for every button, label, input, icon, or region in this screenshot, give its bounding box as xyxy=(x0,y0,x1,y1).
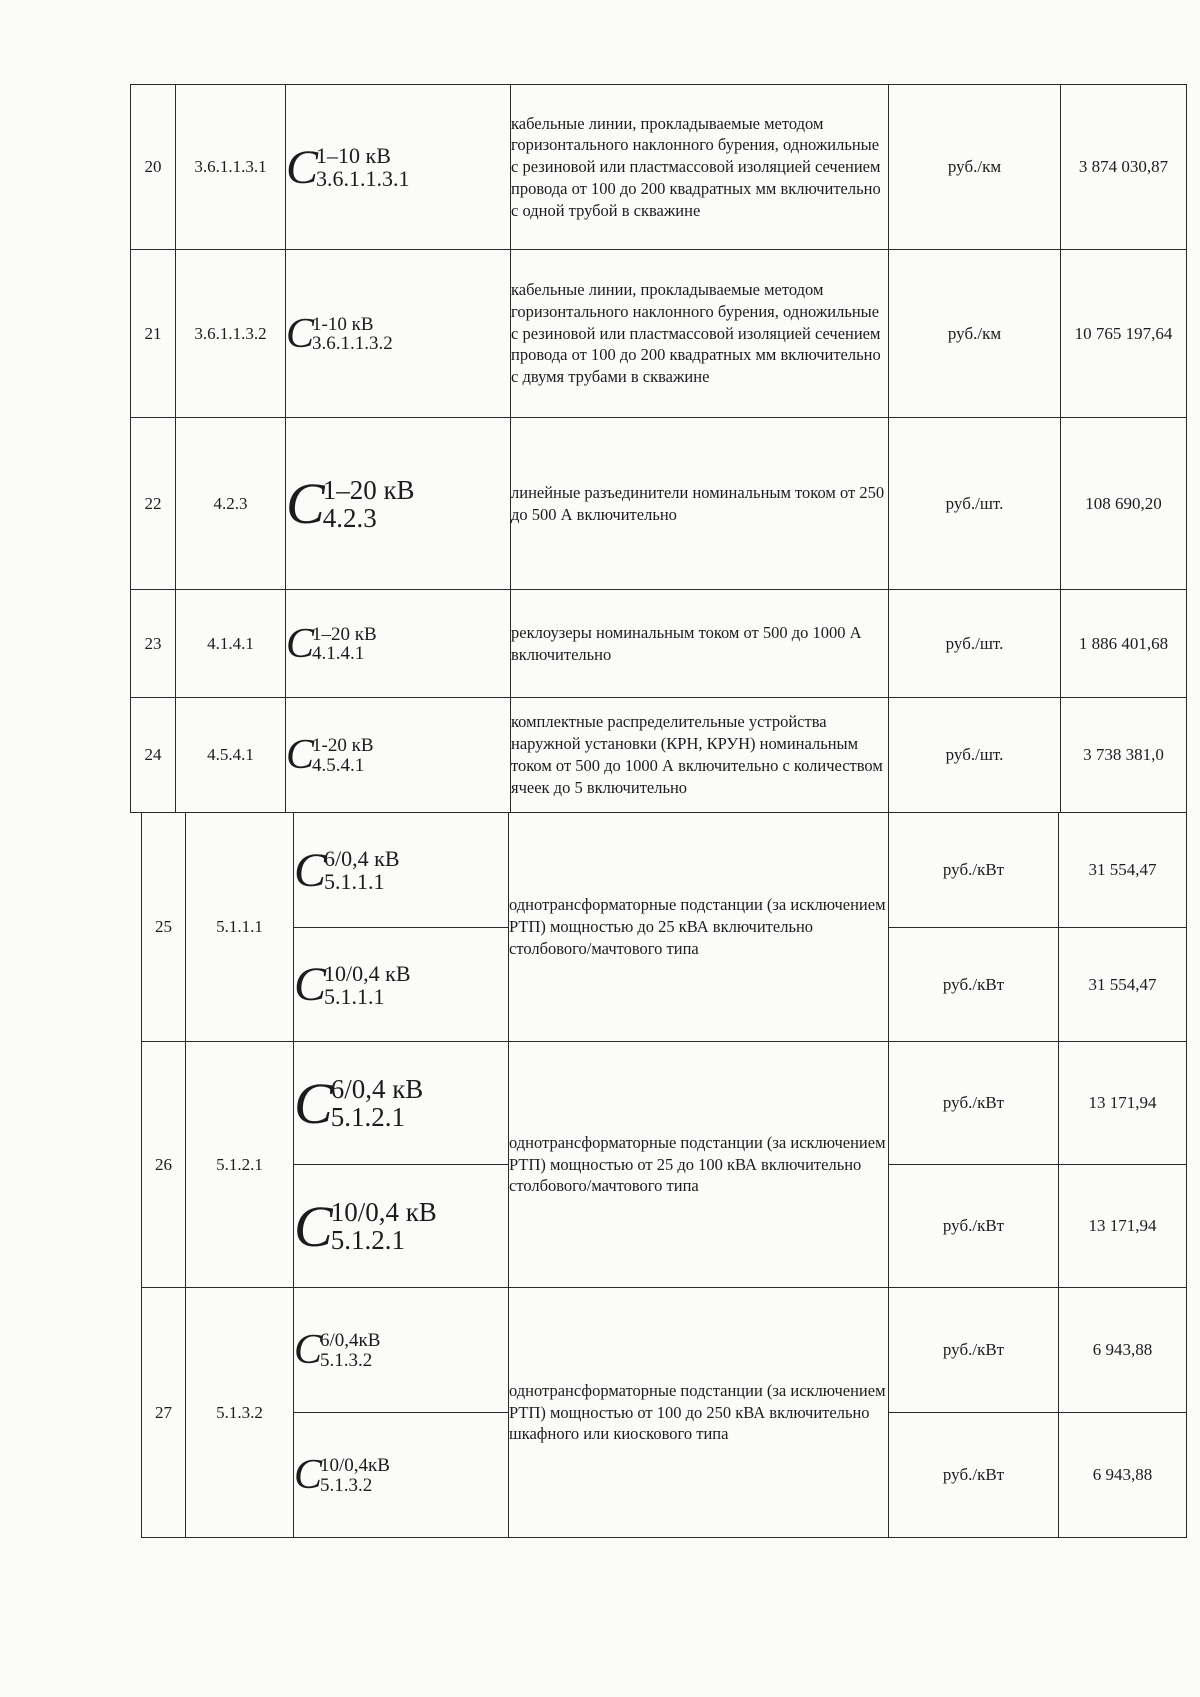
row-description: реклоузеры номинальным током от 500 до 1000 А включительно xyxy=(511,590,889,698)
table-row xyxy=(131,85,1187,250)
table-row xyxy=(131,590,1187,698)
symbol-index: 5.1.2.1 xyxy=(330,1225,405,1256)
row-code: 4.5.4.1 xyxy=(176,698,286,813)
row-number: 22 xyxy=(131,418,176,590)
symbol-index: 4.2.3 xyxy=(322,502,377,533)
row-unit: руб./кВт xyxy=(889,1413,1059,1538)
row-unit: руб./шт. xyxy=(889,698,1061,813)
symbol-voltage: 1-10 кВ xyxy=(312,313,374,335)
tariff-table-b xyxy=(141,812,1187,1538)
table-section-b xyxy=(141,812,1186,1538)
row-code: 4.1.4.1 xyxy=(176,590,286,698)
row-number: 25 xyxy=(142,813,186,1042)
symbol-index: 4.1.4.1 xyxy=(312,643,365,665)
table-row xyxy=(142,1042,1187,1165)
rate-symbol: C 6/0,4кВ 5.1.3.2 xyxy=(294,1288,509,1413)
row-unit: руб./шт. xyxy=(889,590,1061,698)
row-unit: руб./кВт xyxy=(889,1288,1059,1413)
rate-symbol: C 10/0,4 кВ 5.1.2.1 xyxy=(294,1165,509,1288)
row-unit: руб./кВт xyxy=(889,928,1059,1042)
table-row xyxy=(131,698,1187,813)
row-description: комплектные распределительные устройства наружной установки (КРН, КРУН) номинальным током от 500 до 1000 А включительно с количеством ячеек до 5 включительно xyxy=(511,698,889,813)
row-value: 3 738 381,0 xyxy=(1061,698,1187,813)
table-row xyxy=(131,250,1187,418)
row-description: однотрансформаторные подстанции (за исключением РТП) мощностью до 25 кВА включительно столбового/мачтового типа xyxy=(509,813,889,1042)
table-section-a xyxy=(130,84,1186,813)
row-value: 10 765 197,64 xyxy=(1061,250,1187,418)
rate-symbol: C 1–10 кВ 3.6.1.1.3.1 xyxy=(286,85,511,250)
row-description: линейные разъединители номинальным током от 250 до 500 А включительно xyxy=(511,418,889,590)
symbol-index: 4.5.4.1 xyxy=(312,754,365,776)
row-number: 20 xyxy=(131,85,176,250)
symbol-voltage: 6/0,4 кВ xyxy=(324,846,400,871)
row-value: 13 171,94 xyxy=(1059,1165,1187,1288)
symbol-index: 5.1.3.2 xyxy=(320,1474,373,1496)
table-row xyxy=(142,813,1187,928)
row-code: 4.2.3 xyxy=(176,418,286,590)
rate-symbol: C 6/0,4 кВ 5.1.1.1 xyxy=(294,813,509,928)
symbol-voltage: 1–10 кВ xyxy=(316,143,391,168)
row-unit: руб./кВт xyxy=(889,1165,1059,1288)
symbol-index: 5.1.3.2 xyxy=(320,1349,373,1371)
symbol-index: 5.1.2.1 xyxy=(330,1102,405,1133)
row-description: однотрансформаторные подстанции (за исключением РТП) мощностью от 100 до 250 кВА включительно шкафного или киоскового типа xyxy=(509,1288,889,1538)
symbol-voltage: 1–20 кВ xyxy=(322,474,415,505)
rate-symbol: C 1-10 кВ 3.6.1.1.3.2 xyxy=(286,250,511,418)
symbol-voltage: 10/0,4 кВ xyxy=(324,960,411,986)
row-description: кабельные линии, прокладываемые методом горизонтального наклонного бурения, одножильные с резиновой или пластмассовой изоляцией сечением провода от 100 до 200 квадратных мм включительно с одной трубой в скважине xyxy=(511,85,889,250)
row-number: 24 xyxy=(131,698,176,813)
row-value: 3 874 030,87 xyxy=(1061,85,1187,250)
row-value: 31 554,47 xyxy=(1059,928,1187,1042)
symbol-index: 3.6.1.1.3.2 xyxy=(312,333,393,355)
rate-symbol: C 10/0,4 кВ 5.1.1.1 xyxy=(294,928,509,1042)
row-code: 5.1.2.1 xyxy=(186,1042,294,1288)
row-description: кабельные линии, прокладываемые методом горизонтального наклонного бурения, одножильные с резиновой или пластмассовой изоляцией сечением провода от 100 до 200 квадратных мм включительно с двумя трубами в скважине xyxy=(511,250,889,418)
rate-symbol: C 1-20 кВ 4.5.4.1 xyxy=(286,698,511,813)
rate-symbol: C 1–20 кВ 4.1.4.1 xyxy=(286,590,511,698)
row-code: 3.6.1.1.3.1 xyxy=(176,85,286,250)
table-row xyxy=(142,1288,1187,1413)
row-code: 5.1.1.1 xyxy=(186,813,294,1042)
symbol-index: 5.1.1.1 xyxy=(324,983,385,1009)
rate-symbol: C 10/0,4кВ 5.1.3.2 xyxy=(294,1413,509,1538)
symbol-voltage: 10/0,4кВ xyxy=(320,1455,390,1476)
symbol-voltage: 6/0,4 кВ xyxy=(330,1074,424,1104)
row-value: 31 554,47 xyxy=(1059,813,1187,928)
symbol-voltage: 1-20 кВ xyxy=(312,735,374,756)
row-code: 5.1.3.2 xyxy=(186,1288,294,1538)
symbol-voltage: 6/0,4кВ xyxy=(320,1330,381,1351)
row-number: 27 xyxy=(142,1288,186,1538)
row-value: 6 943,88 xyxy=(1059,1288,1187,1413)
row-value: 108 690,20 xyxy=(1061,418,1187,590)
rate-symbol: C 6/0,4 кВ 5.1.2.1 xyxy=(294,1042,509,1165)
row-code: 3.6.1.1.3.2 xyxy=(176,250,286,418)
row-unit: руб./шт. xyxy=(889,418,1061,590)
row-number: 23 xyxy=(131,590,176,698)
symbol-voltage: 1–20 кВ xyxy=(312,623,377,645)
row-number: 26 xyxy=(142,1042,186,1288)
row-value: 1 886 401,68 xyxy=(1061,590,1187,698)
row-unit: руб./км xyxy=(889,250,1061,418)
row-unit: руб./кВт xyxy=(889,813,1059,928)
tariff-table-a xyxy=(130,84,1187,813)
symbol-voltage: 10/0,4 кВ xyxy=(330,1197,437,1227)
rate-symbol: C 1–20 кВ 4.2.3 xyxy=(286,418,511,590)
row-value: 6 943,88 xyxy=(1059,1413,1187,1538)
row-unit: руб./км xyxy=(889,85,1061,250)
table-row xyxy=(131,418,1187,590)
row-unit: руб./кВт xyxy=(889,1042,1059,1165)
symbol-index: 5.1.1.1 xyxy=(324,869,385,895)
row-value: 13 171,94 xyxy=(1059,1042,1187,1165)
row-number: 21 xyxy=(131,250,176,418)
symbol-index: 3.6.1.1.3.1 xyxy=(316,166,410,192)
row-description: однотрансформаторные подстанции (за исключением РТП) мощностью от 25 до 100 кВА включительно столбового/мачтового типа xyxy=(509,1042,889,1288)
